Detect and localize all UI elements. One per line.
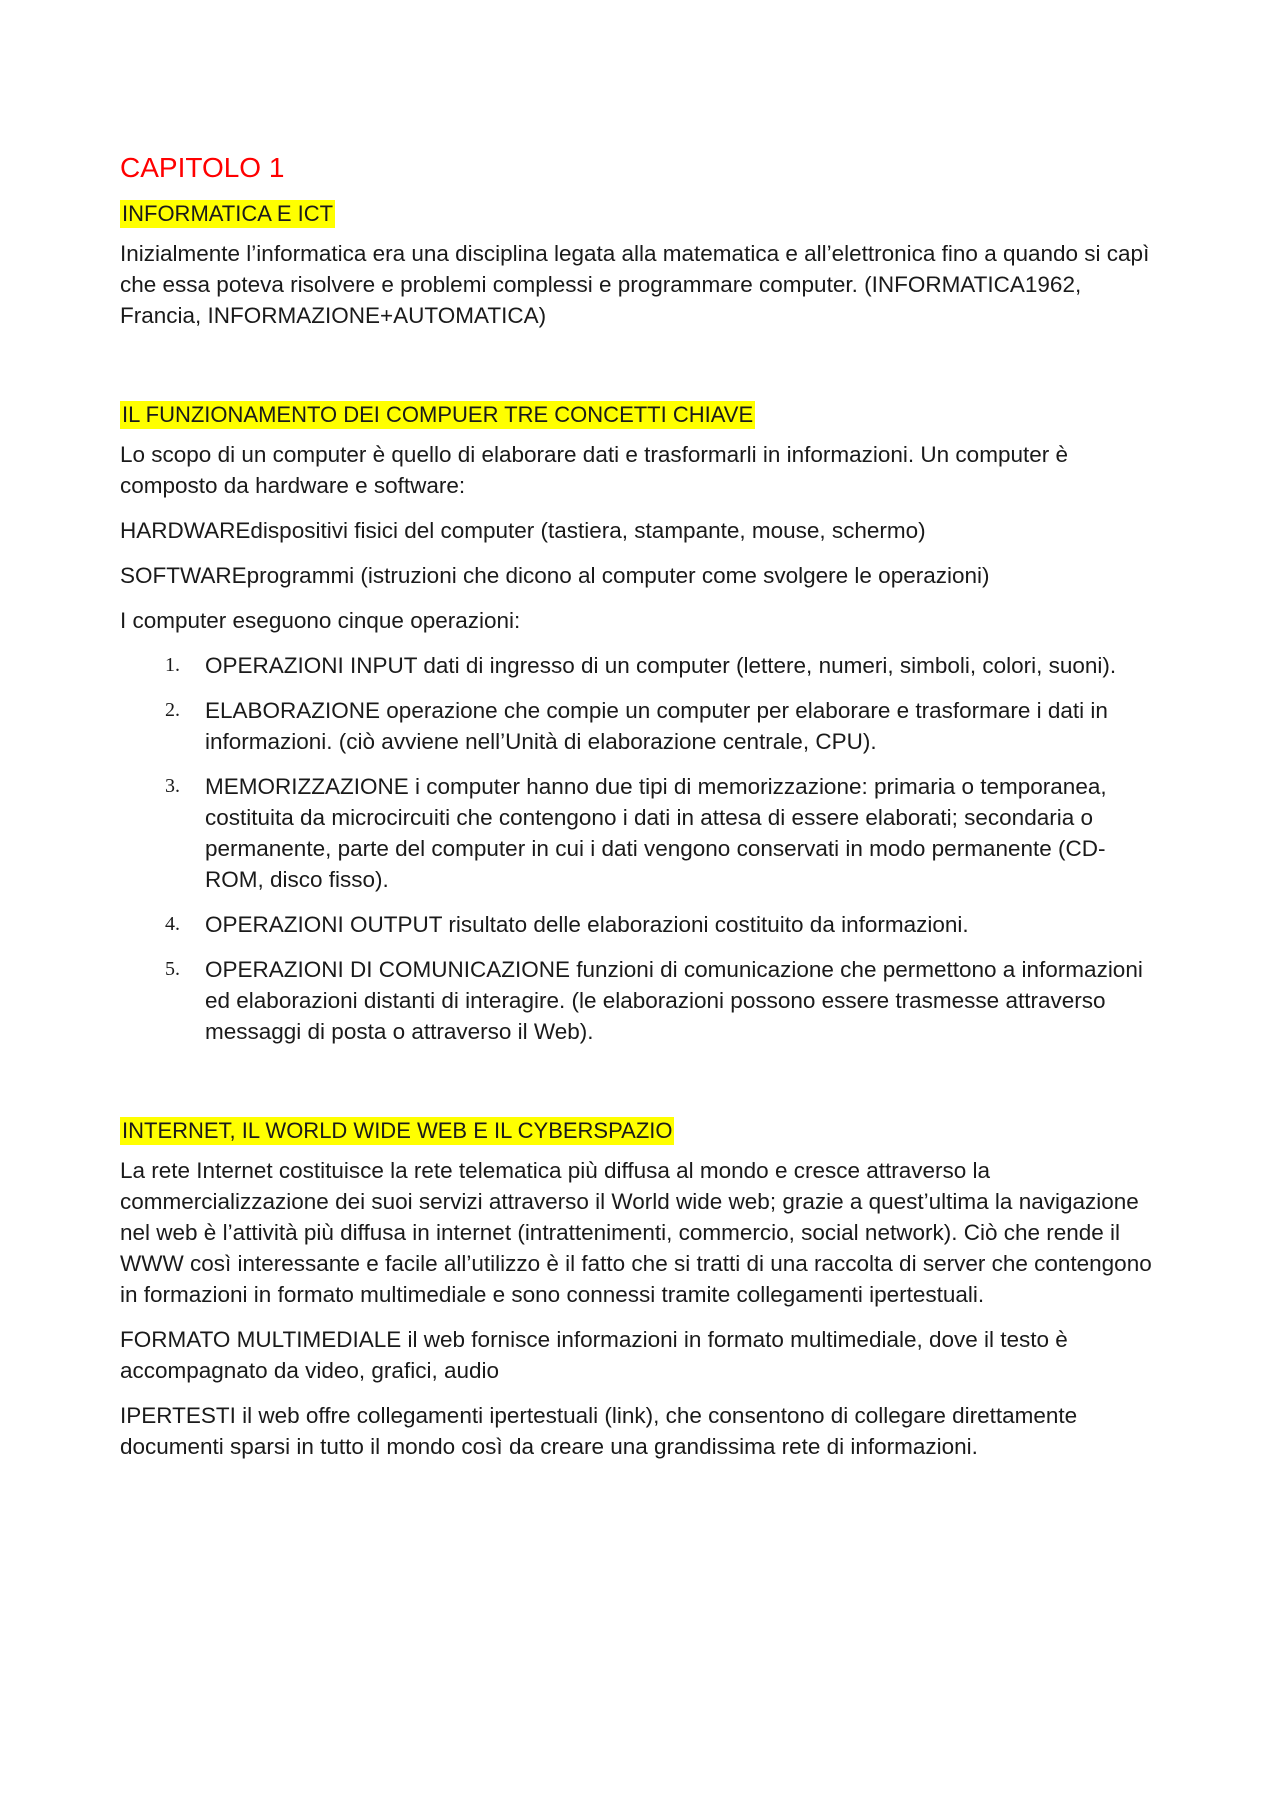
paragraph: Inizialmente l’informatica era una disciplina legata alla matematica e all’elettronica fino a quando si capì che essa poteva risolvere e problemi complessi e programmare computer. (INFORMATICA1962, Francia, INFORMAZIONE+AUTOMATICA) [120, 241, 1150, 328]
list-item-number: 1. [165, 654, 180, 676]
list-item [120, 771, 1160, 895]
list-item-text: OPERAZIONI DI COMUNICAZIONE funzioni di comunicazione che permettono a informazioni ed elaborazioni distanti di interagire. (le elaborazioni possono essere trasmesse attraverso messaggi di posta o attraverso il Web). [205, 957, 1143, 1044]
list-item [120, 650, 1160, 681]
list-item-number: 2. [165, 699, 180, 721]
section-heading-internet: INTERNET, IL WORLD WIDE WEB E IL CYBERSPAZIO [122, 1118, 673, 1143]
list-item-text: OPERAZIONI OUTPUT risultato delle elaborazioni costituito da informazioni. [205, 912, 969, 937]
chapter-title: CAPITOLO 1 [120, 152, 285, 183]
paragraph-ipertesti: IPERTESTI il web offre collegamenti ipertestuali (link), che consentono di collegare direttamente documenti sparsi in tutto il mondo così da creare una grandissima rete di informazioni. [120, 1403, 1078, 1459]
section-heading-wrap [120, 200, 1160, 228]
section-heading-informatica: INFORMATICA E ICT [122, 201, 334, 226]
list-item [120, 695, 1160, 757]
section-spacer [120, 1061, 1160, 1117]
paragraph-multimedia: FORMATO MULTIMEDIALE il web fornisce informazioni in formato multimediale, dove il testo è accompagnato da video, grafici, audio [120, 1327, 1068, 1383]
operations-list [120, 650, 1160, 1047]
list-item [120, 909, 1160, 940]
paragraph-software: SOFTWAREprogrammi (istruzioni che dicono al computer come svolgere le operazioni) [120, 563, 990, 588]
list-item-number: 3. [165, 775, 180, 797]
paragraph: La rete Internet costituisce la rete telematica più diffusa al mondo e cresce attraverso la commercializzazione dei suoi servizi attraverso il World wide web; grazie a quest’ultima la navigazione nel web è l’attività più diffusa in internet (intrattenimenti, commercio, social network). Ciò che rende il WWW così interessante e facile all’utilizzo è il fatto che si tratti di una raccolta di server che contengono in formazioni in formato multimediale e sono connessi tramite collegamenti ipertestuali. [120, 1158, 1152, 1307]
list-item-text: ELABORAZIONE operazione che compie un computer per elaborare e trasformare i dati in informazioni. (ciò avviene nell’Unità di elaborazione centrale, CPU). [205, 698, 1108, 754]
section-heading-funzionamento: IL FUNZIONAMENTO DEI COMPUER TRE CONCETTI CHIAVE [122, 402, 754, 427]
list-item-text: MEMORIZZAZIONE i computer hanno due tipi di memorizzazione: primaria o temporanea, costituita da microcircuiti che contengono i dati in attesa di essere elaborati; secondaria o permanente, parte del computer in cui i dati vengono conservati in modo permanente (CD-ROM, disco fisso). [205, 774, 1107, 892]
list-item-text: OPERAZIONI INPUT dati di ingresso di un computer (lettere, numeri, simboli, colori, suoni). [205, 653, 1117, 678]
list-item-number: 4. [165, 913, 180, 935]
list-item [120, 954, 1160, 1047]
paragraph-hardware: HARDWAREdispositivi fisici del computer (tastiera, stampante, mouse, schermo) [120, 518, 926, 543]
paragraph: I computer eseguono cinque operazioni: [120, 608, 521, 633]
section-heading-wrap [120, 1117, 1160, 1145]
paragraph: Lo scopo di un computer è quello di elaborare dati e trasformarli in informazioni. Un computer è composto da hardware e software: [120, 442, 1068, 498]
document-page [120, 150, 1160, 1476]
section-heading-wrap [120, 401, 1160, 429]
section-spacer [120, 345, 1160, 401]
list-item-number: 5. [165, 958, 180, 980]
